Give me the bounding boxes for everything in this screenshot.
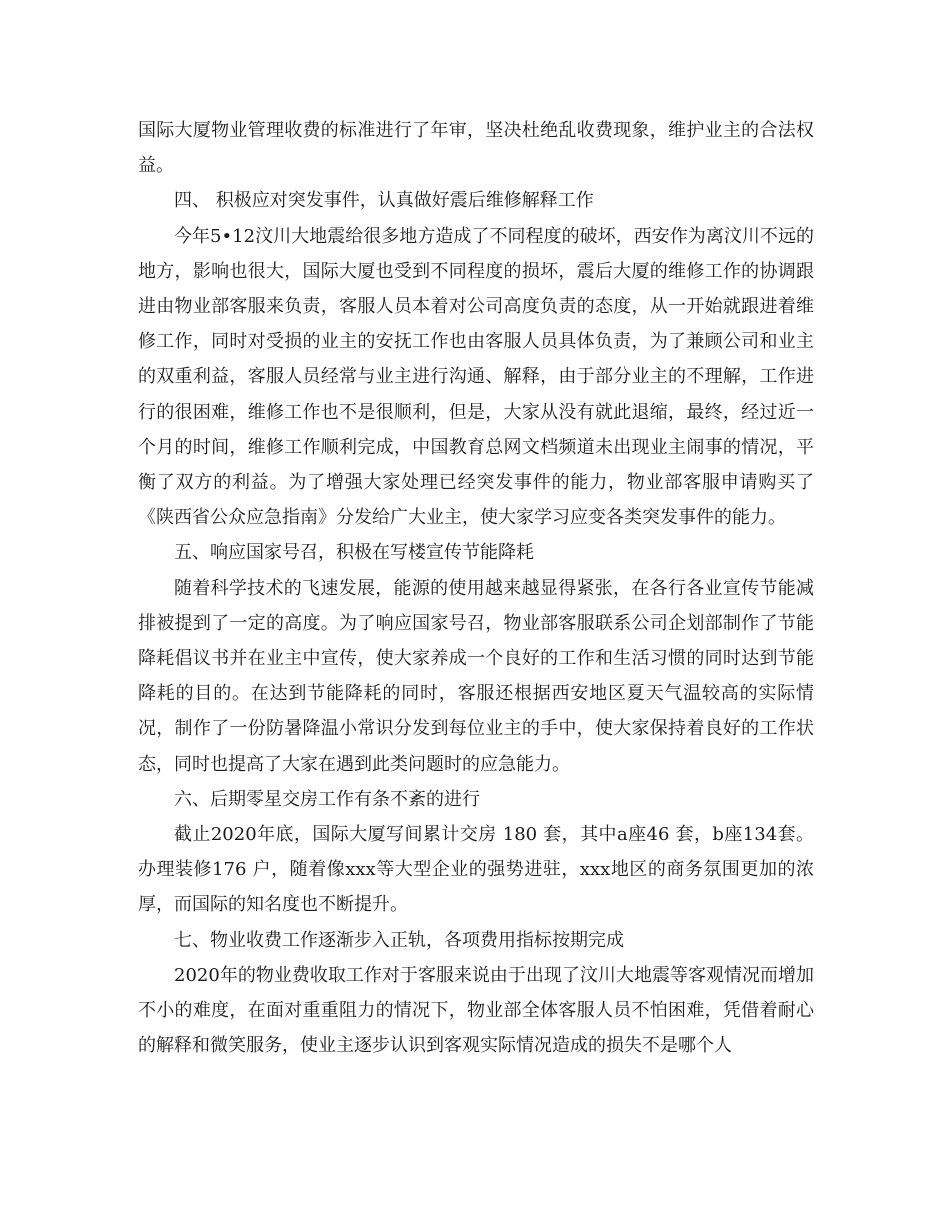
paragraph-fee-collection: 2020年的物业费收取工作对于客服来说由于出现了汶川大地震等客观情况而增加不小的难度，在面对重重阻力的情况下，物业部全体客服人员不怕困难，凭借着耐心的解释和微笑服务，使业主逐步认识到客观实际情况造成的损失不是哪个人 bbox=[138, 964, 814, 1057]
paragraph-energy-saving: 随着科学技术的飞速发展，能源的使用越来越显得紧张，在各行各业宣传节能减排被提到了一定的高度。为了响应国家号召，物业部客服联系公司企划部制作了节能降耗倡议书并在业主中宣传，使大家养成一个良好的工作和生活习惯的同时达到节能降耗的目的。在达到节能降耗的同时，客服还根据西安地区夏天气温较高的实际情况，制作了一份防暑降温小常识分发到每位业主的手中，使大家保持着良好的工作状态，同时也提高了大家在遇到此类问题时的应急能力。 bbox=[138, 577, 814, 775]
document-body bbox=[138, 113, 814, 1063]
paragraph-earthquake-repair: 今年5•12汶川大地震给很多地方造成了不同程度的破坏，西安作为离汶川不远的地方，影响也很大，国际大厦也受到不同程度的损坏，震后大厦的维修工作的协调跟进由物业部客服来负责，客服人员本着对公司高度负责的态度，从一开始就跟进着维修工作，同时对受损的业主的安抚工作也由客服人员具体负责，为了兼顾公司和业主的双重利益，客服人员经常与业主进行沟通、解释，由于部分业主的不理解，工作进行的很困难，维修工作也不是很顺利，但是，大家从没有就此退缩，最终，经过近一个月的时间，维修工作顺利完成，中国教育总网文档频道未出现业主闹事的情况，平衡了双方的利益。为了增强大家处理已经突发事件的能力，物业部客服申请购买了《陕西省公众应急指南》分发给广大业主，使大家学习应变各类突发事件的能力。 bbox=[138, 225, 814, 529]
section-heading-6: 六、后期零星交房工作有条不紊的进行 bbox=[174, 788, 480, 810]
section-heading-7: 七、物业收费工作逐渐步入正轨，各项费用指标按期完成 bbox=[174, 929, 624, 951]
paragraph-continuation: 国际大厦物业管理收费的标准进行了年审，坚决杜绝乱收费现象，维护业主的合法权益。 bbox=[138, 120, 814, 177]
section-heading-4: 四、 积极应对突发事件，认真做好震后维修解释工作 bbox=[174, 190, 594, 212]
paragraph-handover: 截止2020年底，国际大厦写间累计交房 180 套，其中a座46 套，b座134套。办理装修176 户，随着像xxx等大型企业的强势进驻，xxx地区的商务氛围更加的浓厚，而国际的知名度也不断提升。 bbox=[138, 824, 814, 916]
section-heading-5: 五、响应国家号召，积极在写楼宣传节能降耗 bbox=[174, 542, 534, 564]
